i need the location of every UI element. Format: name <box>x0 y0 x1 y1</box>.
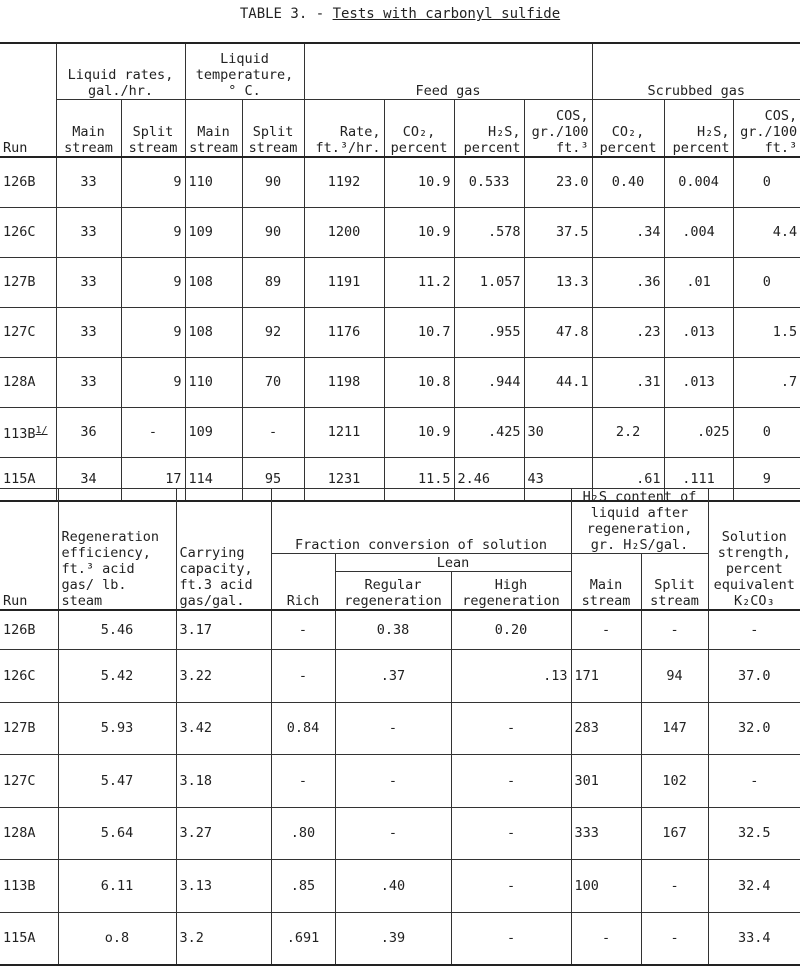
cell-solution-strength: 32.4 <box>708 860 800 913</box>
cell-high-regeneration: - <box>451 807 571 860</box>
cell-regeneration-efficiency: 5.46 <box>58 610 176 650</box>
header-liquid-rate-main: Main stream <box>56 99 121 157</box>
run-label: 113B <box>3 425 36 442</box>
header-high-regeneration: High regeneration <box>451 572 571 610</box>
cell-scrubbed-cos: 1.5 <box>733 307 800 357</box>
header-feed-h2s: H₂S, percent <box>454 99 524 157</box>
cell-regeneration-efficiency: 5.47 <box>58 755 176 808</box>
cell-run: 128A <box>0 807 58 860</box>
cell-regular-regeneration: .40 <box>335 860 451 913</box>
cell-liquid-temp-split: 92 <box>242 307 304 357</box>
table-title <box>0 6 800 22</box>
cell-feed-rate: 1192 <box>304 157 384 207</box>
header-h2s-split-stream: Split stream <box>641 554 708 610</box>
cell-feed-rate: 1176 <box>304 307 384 357</box>
cell-h2s-main: 171 <box>571 650 641 703</box>
cell-h2s-main: 100 <box>571 860 641 913</box>
cell-feed-h2s: 2.46 <box>454 457 524 501</box>
header-h2s-main-stream: Main stream <box>571 554 641 610</box>
cell-scrubbed-co2: .36 <box>592 257 664 307</box>
cell-high-regeneration: - <box>451 702 571 755</box>
cell-regeneration-efficiency: 5.93 <box>58 702 176 755</box>
cell-h2s-main: 301 <box>571 755 641 808</box>
table-title-main: Tests with carbonyl sulfide <box>332 6 561 22</box>
cell-feed-rate: 1231 <box>304 457 384 501</box>
cell-solution-strength: 32.0 <box>708 702 800 755</box>
cell-carrying-capacity: 3.42 <box>176 702 271 755</box>
cell-scrubbed-cos: 0 <box>733 157 800 207</box>
cell-liquid-temp-split: 70 <box>242 357 304 407</box>
header-scrubbed-h2s: H₂S, percent <box>664 99 733 157</box>
cell-feed-cos: 30 <box>524 407 592 457</box>
header-scrubbed-cos: COS, gr./100 ft.³ <box>733 99 800 157</box>
cell-h2s-main: 333 <box>571 807 641 860</box>
cell-feed-co2: 10.9 <box>384 207 454 257</box>
cell-carrying-capacity: 3.18 <box>176 755 271 808</box>
cell-feed-rate: 1200 <box>304 207 384 257</box>
cell-feed-cos: 44.1 <box>524 357 592 407</box>
cell-carrying-capacity: 3.17 <box>176 610 271 650</box>
header-carrying-capacity: Carrying capacity, ft.3 acid gas/gal. <box>176 489 271 610</box>
cell-liquid-rate-split: 9 <box>121 357 185 407</box>
cell-liquid-temp-split: 95 <box>242 457 304 501</box>
cell-regeneration-efficiency: o.8 <box>58 912 176 965</box>
cell-regeneration-efficiency: 5.42 <box>58 650 176 703</box>
header-liquid-temp-split: Split stream <box>242 99 304 157</box>
cell-rich: .85 <box>271 860 335 913</box>
cell-high-regeneration: .13 <box>451 650 571 703</box>
cell-liquid-temp-split: - <box>242 407 304 457</box>
cell-carrying-capacity: 3.27 <box>176 807 271 860</box>
cell-rich: - <box>271 650 335 703</box>
cell-liquid-temp-main: 110 <box>185 157 242 207</box>
header-feed-cos: COS, gr./100 ft.³ <box>524 99 592 157</box>
cell-feed-rate: 1191 <box>304 257 384 307</box>
table-row <box>0 860 800 913</box>
cell-run: 115A <box>0 457 56 501</box>
cell-solution-strength: - <box>708 755 800 808</box>
cell-feed-h2s: .578 <box>454 207 524 257</box>
cell-run: 113B <box>0 860 58 913</box>
cell-liquid-rate-main: 33 <box>56 357 121 407</box>
cell-h2s-split: 102 <box>641 755 708 808</box>
cell-rich: .691 <box>271 912 335 965</box>
cell-feed-h2s: 1.057 <box>454 257 524 307</box>
cell-feed-rate: 1198 <box>304 357 384 407</box>
cell-run <box>0 407 56 457</box>
cell-liquid-temp-main: 108 <box>185 307 242 357</box>
cell-liquid-temp-split: 90 <box>242 207 304 257</box>
cell-feed-cos: 23.0 <box>524 157 592 207</box>
table-row <box>0 755 800 808</box>
cell-rich: 0.84 <box>271 702 335 755</box>
cell-feed-co2: 10.9 <box>384 157 454 207</box>
cell-scrubbed-co2: .31 <box>592 357 664 407</box>
header-scrubbed-gas: Scrubbed gas <box>592 43 800 99</box>
cell-feed-cos: 47.8 <box>524 307 592 357</box>
header-run: Run <box>0 43 56 157</box>
cell-rich: .80 <box>271 807 335 860</box>
cell-scrubbed-h2s: .025 <box>664 407 733 457</box>
cell-regular-regeneration: - <box>335 755 451 808</box>
cell-scrubbed-co2: .61 <box>592 457 664 501</box>
regeneration-table <box>0 488 800 966</box>
cell-feed-co2: 10.8 <box>384 357 454 407</box>
cell-scrubbed-co2: .23 <box>592 307 664 357</box>
cell-feed-h2s: .944 <box>454 357 524 407</box>
cell-liquid-rate-split: 9 <box>121 207 185 257</box>
header-regeneration-efficiency: Regeneration efficiency, ft.³ acid gas/ lb. steam <box>58 489 176 610</box>
cell-feed-h2s: 0.533 <box>454 157 524 207</box>
table-row <box>0 610 800 650</box>
cell-scrubbed-h2s: .013 <box>664 357 733 407</box>
header-regular-regeneration: Regular regeneration <box>335 572 451 610</box>
cell-regular-regeneration: .37 <box>335 650 451 703</box>
cell-liquid-rate-split: 17 <box>121 457 185 501</box>
cell-scrubbed-cos: .7 <box>733 357 800 407</box>
cell-carrying-capacity: 3.13 <box>176 860 271 913</box>
cell-high-regeneration: - <box>451 860 571 913</box>
cell-scrubbed-co2: 0.40 <box>592 157 664 207</box>
cell-regular-regeneration: 0.38 <box>335 610 451 650</box>
cell-feed-co2: 11.5 <box>384 457 454 501</box>
cell-run: 126B <box>0 610 58 650</box>
cell-h2s-split: 94 <box>641 650 708 703</box>
cell-h2s-main: - <box>571 912 641 965</box>
footnote-marker: 1/ <box>35 424 48 436</box>
cell-scrubbed-cos: 9 <box>733 457 800 501</box>
cell-liquid-rate-split: 9 <box>121 257 185 307</box>
header-fraction-conversion: Fraction conversion of solution <box>271 489 571 554</box>
header-lean: Lean <box>335 554 571 572</box>
header-feed-gas: Feed gas <box>304 43 592 99</box>
cell-solution-strength: - <box>708 610 800 650</box>
header-liquid-rates: Liquid rates, gal./hr. <box>56 43 185 99</box>
cell-carrying-capacity: 3.2 <box>176 912 271 965</box>
header-liquid-temp-main: Main stream <box>185 99 242 157</box>
cell-solution-strength: 33.4 <box>708 912 800 965</box>
header-liquid-temperature: Liquid temperature, ° C. <box>185 43 304 99</box>
table-row <box>0 407 800 457</box>
cell-run: 126C <box>0 207 56 257</box>
cell-liquid-temp-main: 109 <box>185 407 242 457</box>
cell-feed-co2: 10.7 <box>384 307 454 357</box>
cell-run: 126C <box>0 650 58 703</box>
cell-feed-cos: 43 <box>524 457 592 501</box>
cell-liquid-temp-main: 109 <box>185 207 242 257</box>
cell-scrubbed-cos: 4.4 <box>733 207 800 257</box>
cell-feed-co2: 11.2 <box>384 257 454 307</box>
cell-solution-strength: 32.5 <box>708 807 800 860</box>
cell-run: 126B <box>0 157 56 207</box>
cell-rich: - <box>271 610 335 650</box>
feed-scrubbed-gas-table <box>0 42 800 502</box>
cell-scrubbed-h2s: 0.004 <box>664 157 733 207</box>
cell-regeneration-efficiency: 5.64 <box>58 807 176 860</box>
cell-carrying-capacity: 3.22 <box>176 650 271 703</box>
cell-scrubbed-h2s: .013 <box>664 307 733 357</box>
cell-h2s-main: - <box>571 610 641 650</box>
cell-high-regeneration: - <box>451 912 571 965</box>
cell-liquid-temp-split: 90 <box>242 157 304 207</box>
header-run: Run <box>0 489 58 610</box>
cell-liquid-rate-main: 34 <box>56 457 121 501</box>
cell-feed-co2: 10.9 <box>384 407 454 457</box>
table-row <box>0 307 800 357</box>
cell-feed-h2s: .955 <box>454 307 524 357</box>
cell-scrubbed-h2s: .111 <box>664 457 733 501</box>
cell-liquid-rate-main: 33 <box>56 307 121 357</box>
cell-run: 115A <box>0 912 58 965</box>
cell-liquid-rate-main: 33 <box>56 207 121 257</box>
header-feed-rate: Rate, ft.³/hr. <box>304 99 384 157</box>
cell-scrubbed-h2s: .004 <box>664 207 733 257</box>
cell-regular-regeneration: .39 <box>335 912 451 965</box>
table-row <box>0 650 800 703</box>
cell-regeneration-efficiency: 6.11 <box>58 860 176 913</box>
cell-run: 127B <box>0 257 56 307</box>
cell-scrubbed-h2s: .01 <box>664 257 733 307</box>
cell-regular-regeneration: - <box>335 807 451 860</box>
table-row <box>0 702 800 755</box>
cell-liquid-rate-main: 36 <box>56 407 121 457</box>
table-row <box>0 912 800 965</box>
cell-feed-cos: 37.5 <box>524 207 592 257</box>
table-row <box>0 207 800 257</box>
header-h2s-content: H₂S content of liquid after regeneration, gr. H₂S/gal. <box>571 489 708 554</box>
cell-liquid-rate-main: 33 <box>56 157 121 207</box>
table-title-prefix: TABLE 3. - <box>239 6 333 22</box>
table-row <box>0 807 800 860</box>
table-row <box>0 157 800 207</box>
cell-rich: - <box>271 755 335 808</box>
cell-liquid-rate-split: - <box>121 407 185 457</box>
cell-high-regeneration: 0.20 <box>451 610 571 650</box>
cell-solution-strength: 37.0 <box>708 650 800 703</box>
cell-liquid-rate-main: 33 <box>56 257 121 307</box>
table-row <box>0 357 800 407</box>
cell-liquid-rate-split: 9 <box>121 157 185 207</box>
cell-regular-regeneration: - <box>335 702 451 755</box>
header-rich: Rich <box>271 554 335 610</box>
cell-h2s-main: 283 <box>571 702 641 755</box>
cell-liquid-temp-main: 108 <box>185 257 242 307</box>
cell-scrubbed-cos: 0 <box>733 257 800 307</box>
cell-h2s-split: - <box>641 860 708 913</box>
cell-liquid-temp-split: 89 <box>242 257 304 307</box>
header-scrubbed-co2: CO₂, percent <box>592 99 664 157</box>
header-feed-co2: CO₂, percent <box>384 99 454 157</box>
cell-liquid-rate-split: 9 <box>121 307 185 357</box>
cell-scrubbed-co2: 2.2 <box>592 407 664 457</box>
cell-h2s-split: 167 <box>641 807 708 860</box>
header-liquid-rate-split: Split stream <box>121 99 185 157</box>
table-row <box>0 257 800 307</box>
cell-run: 127C <box>0 307 56 357</box>
cell-liquid-temp-main: 110 <box>185 357 242 407</box>
header-solution-strength: Solution strength, percent equivalent K₂CO₃ <box>708 489 800 610</box>
cell-feed-h2s: .425 <box>454 407 524 457</box>
cell-run: 128A <box>0 357 56 407</box>
cell-feed-cos: 13.3 <box>524 257 592 307</box>
cell-run: 127B <box>0 702 58 755</box>
cell-run: 127C <box>0 755 58 808</box>
cell-h2s-split: - <box>641 912 708 965</box>
cell-feed-rate: 1211 <box>304 407 384 457</box>
cell-h2s-split: - <box>641 610 708 650</box>
cell-high-regeneration: - <box>451 755 571 808</box>
cell-scrubbed-co2: .34 <box>592 207 664 257</box>
cell-h2s-split: 147 <box>641 702 708 755</box>
cell-scrubbed-cos: 0 <box>733 407 800 457</box>
cell-liquid-temp-main: 114 <box>185 457 242 501</box>
